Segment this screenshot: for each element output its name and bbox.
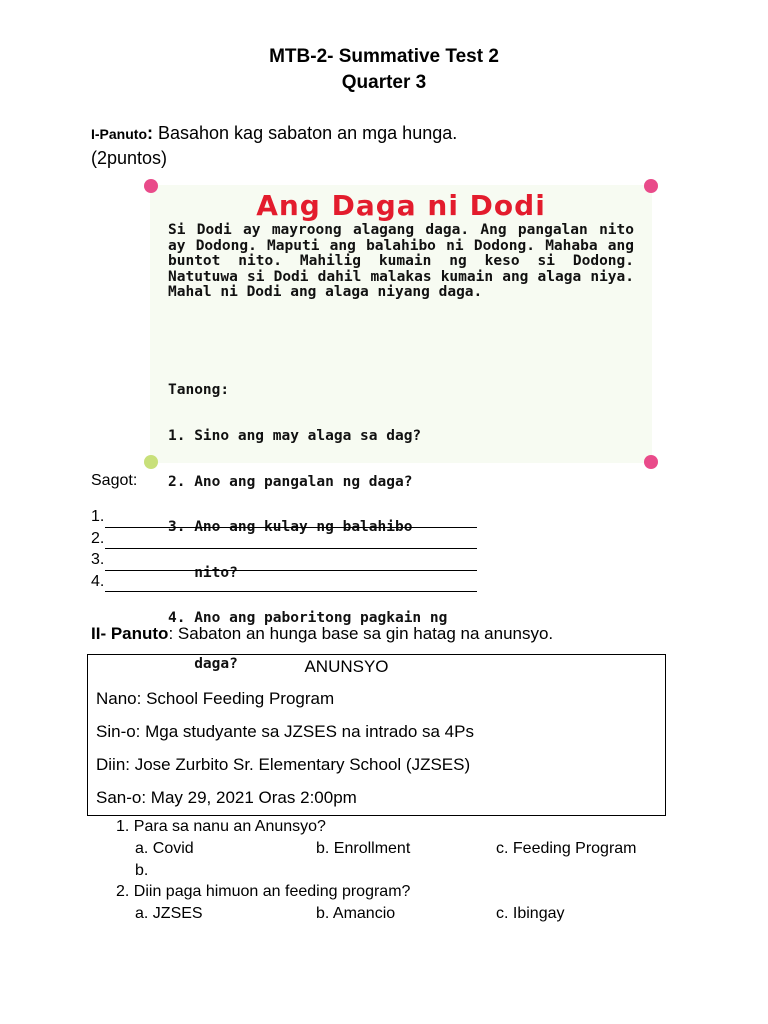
answer-number: 1. xyxy=(91,508,105,525)
story-questions-label: Tanong: xyxy=(168,382,230,399)
part2-instruction xyxy=(91,624,553,644)
part2-text: : Sabaton an hunga base sa gin hatag na anunsyo. xyxy=(168,624,554,643)
story-question: 4. Ano ang paboritong pagkain ng xyxy=(168,610,448,627)
question-option[interactable]: c. Feeding Program xyxy=(496,840,637,857)
part1-label: I-Panuto xyxy=(91,126,147,142)
answer-line[interactable] xyxy=(91,506,477,528)
question-option[interactable]: b. Enrollment xyxy=(316,840,411,857)
answer-line[interactable] xyxy=(91,528,477,550)
part2-label: II- Panuto xyxy=(91,624,169,643)
part1-text: Basahon kag sabaton an mga hunga. xyxy=(153,123,458,143)
question-option[interactable]: a. JZSES xyxy=(135,905,203,922)
announcement-box xyxy=(87,654,666,816)
answer-blank xyxy=(105,575,477,592)
story-body: Si Dodi ay mayroong alagang daga. Ang pangalan nito ay Dodong. Maputi ang balahibo ni Dodong. Mahaba ang buntot nito. Mahilig kumain ng keso si Dodong. Natutuwa si Dodi dahil malakas kumain ang alaga niya. Mahal ni Dodi ang alaga niyang daga. xyxy=(168,222,634,301)
answer-blank xyxy=(105,532,477,549)
answer-number: 3. xyxy=(91,551,105,568)
answer-number: 2. xyxy=(91,529,105,547)
question-option[interactable]: b. xyxy=(135,862,149,879)
answer-blank xyxy=(105,511,477,528)
test-title: MTB-2- Summative Test 2 xyxy=(269,46,499,67)
decor-dot xyxy=(144,455,158,469)
part1-points: (2puntos) xyxy=(91,148,168,168)
answer-number: 4. xyxy=(91,572,105,590)
answer-line[interactable] xyxy=(91,549,477,571)
part1-instruction xyxy=(91,121,691,170)
story-question: 1. Sino ang may alaga sa dag? xyxy=(168,428,422,445)
answer-line[interactable] xyxy=(91,571,477,593)
announcement-row: Sin-o: Mga studyante sa JZSES na intrado sa 4Ps xyxy=(96,722,474,741)
announcement-row: San-o: May 29, 2021 Oras 2:00pm xyxy=(96,788,357,807)
announcement-row: Diin: Jose Zurbito Sr. Elementary School (JZSES) xyxy=(96,755,471,774)
story-question: 2. Ano ang pangalan ng daga? xyxy=(168,473,413,490)
question-option[interactable]: c. Ibingay xyxy=(496,905,565,922)
answer-blank xyxy=(105,554,477,571)
question-option[interactable]: a. Covid xyxy=(135,840,194,857)
story-question: daga? xyxy=(168,656,238,673)
announcement-row: Nano: School Feeding Program xyxy=(96,689,335,708)
test-subtitle: Quarter 3 xyxy=(341,72,427,93)
story-question: 3. Ano ang kulay ng balahibo xyxy=(168,519,413,536)
answers-label: Sagot: xyxy=(91,472,138,489)
question-text: 1. Para sa nanu an Anunsyo? xyxy=(116,818,326,835)
part1-colon: : xyxy=(147,123,153,143)
story-title: Ang Daga ni Dodi xyxy=(256,189,546,222)
announcement-heading: ANUNSYO xyxy=(304,657,389,676)
story-question: nito? xyxy=(168,564,238,581)
answer-lines xyxy=(91,506,477,592)
question-option[interactable]: b. Amancio xyxy=(316,905,396,922)
question-text: 2. Diin paga himuon an feeding program? xyxy=(116,883,411,900)
